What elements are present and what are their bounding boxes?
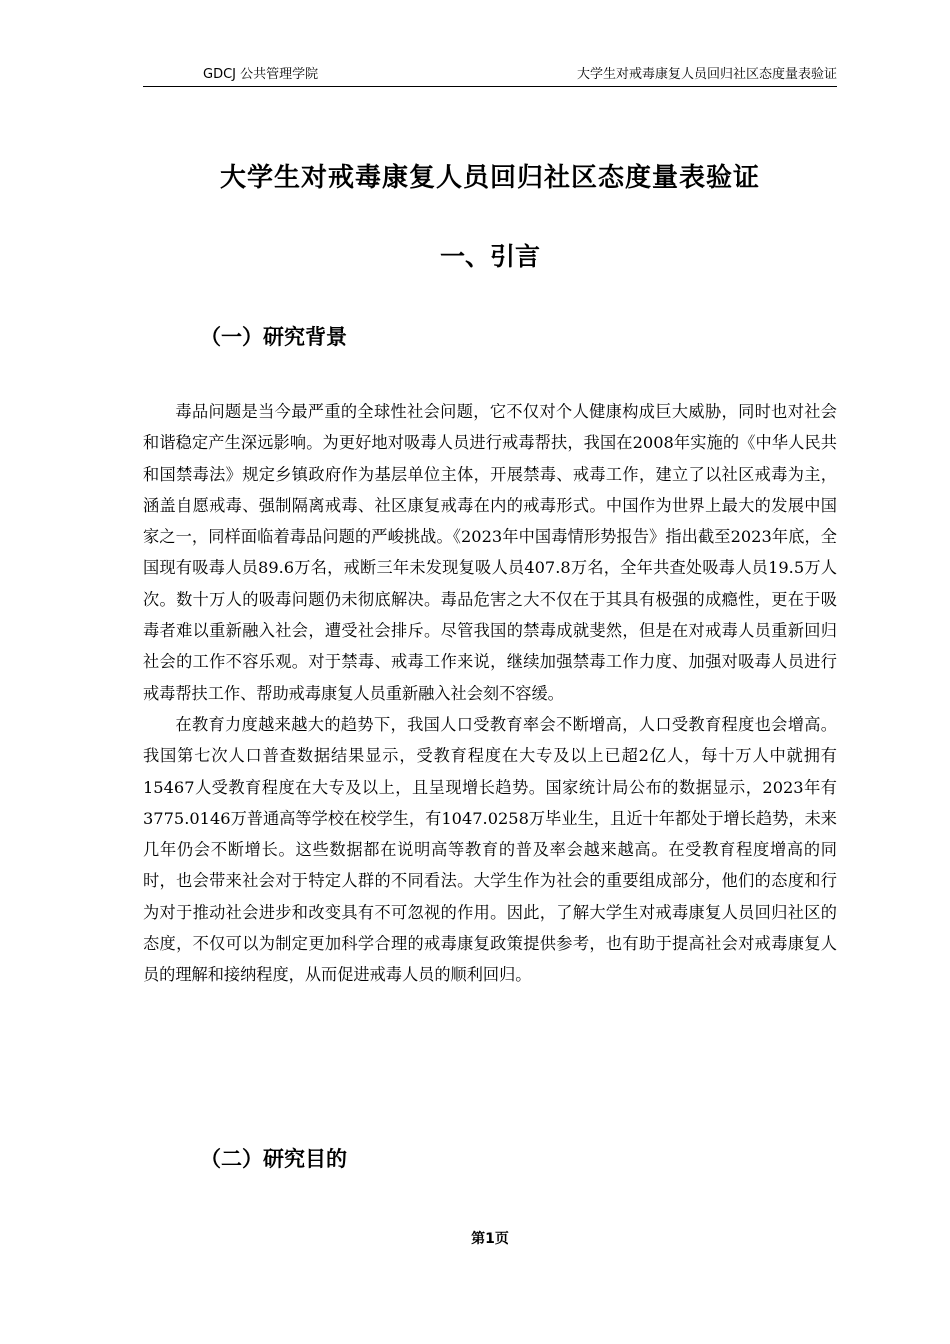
header-institution: GDCJ 公共管理学院 (203, 67, 319, 82)
section-heading-introduction: 一、引言 (439, 242, 540, 271)
header-running-title: 大学生对戒毒康复人员回归社区态度量表验证 (576, 67, 837, 82)
paragraph: 在教育力度越来越大的趋势下，我国人口受教育率会不断增高，人口受教育程度也会增高。我国第七次人口普查数据结果显示，受教育程度在大专及以上已超2亿人，每十万人中就拥有15467人受教育程度在大专及以上，且呈现增长趋势。国家统计局公布的数据显示，2023年有3775.0146万普通高等学校在校学生，有1047.0258万毕业生，且近十年都处于增长趋势，未来几年仍会不断增长。这些数据都在说明高等教育的普及率会越来越高。在受教育程度增高的同时，也会带来社会对于特定人群的不同看法。大学生作为社会的重要组成部分，他们的态度和行为对于推动社会进步和改变具有不可忽视的作用。因此，了解大学生对戒毒康复人员回归社区的态度，不仅可以为制定更加科学合理的戒毒康复政策提供参考，也有助于提高社会对戒毒康复人员的理解和接纳程度，从而促进戒毒人员的顺利回归。 (143, 714, 837, 985)
page-header (143, 66, 837, 87)
background-body (143, 396, 837, 991)
paper-title: 大学生对戒毒康复人员回归社区态度量表验证 (219, 163, 760, 193)
subsection-heading-purpose: （二）研究目的 (200, 1147, 347, 1171)
paragraph: 毒品问题是当今最严重的全球性社会问题，它不仅对个人健康构成巨大威胁，同时也对社会和谐稳定产生深远影响。为更好地对吸毒人员进行戒毒帮扶，我国在2008年实施的《中华人民共和国禁毒法》规定乡镇政府作为基层单位主体，开展禁毒、戒毒工作，建立了以社区戒毒为主，涵盖自愿戒毒、强制隔离戒毒、社区康复戒毒在内的戒毒形式。中国作为世界上最大的发展中国家之一，同样面临着毒品问题的严峻挑战。《2023年中国毒情形势报告》指出截至2023年底，全国现有吸毒人员89.6万名，戒断三年未发现复吸人员407.8万名，全年共查处吸毒人员19.5万人次。数十万人的吸毒问题仍未彻底解决。毒品危害之大不仅在于其具有极强的成瘾性，更在于吸毒者难以重新融入社会，遭受社会排斥。尽管我国的禁毒成就斐然，但是在对戒毒人员重新回归社会的工作不容乐观。对于禁毒、戒毒工作来说，继续加强禁毒工作力度、加强对吸毒人员进行戒毒帮扶工作、帮助戒毒康复人员重新融入社会刻不容缓。 (143, 402, 837, 703)
page-number: 第1页 (471, 1231, 509, 1247)
subsection-heading-background: （一）研究背景 (200, 325, 347, 349)
